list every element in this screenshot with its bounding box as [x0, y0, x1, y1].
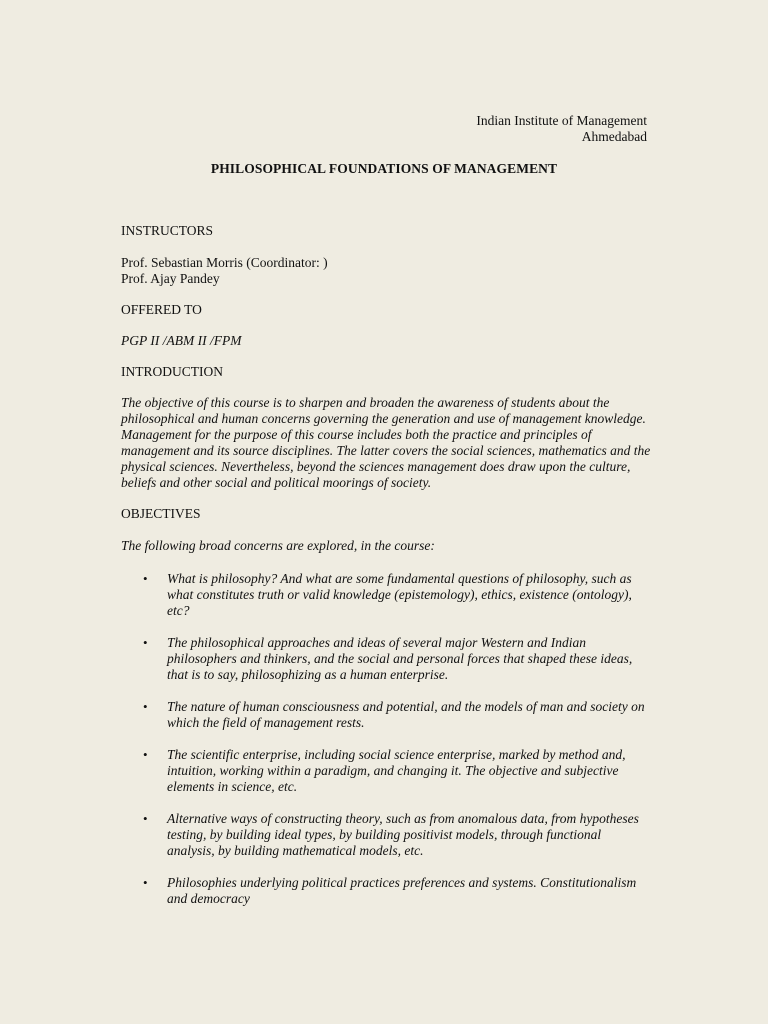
list-item-text: Alternative ways of constructing theory, such as from anomalous data, from hypotheses testing, by building ideal types, by building positivist models, through functional analysis, by building mathematical models, etc.	[167, 811, 639, 858]
bullet-icon: •	[143, 747, 148, 762]
list-item	[121, 875, 651, 907]
bullet-icon: •	[143, 635, 148, 650]
institution-header	[476, 113, 647, 145]
document-title: PHILOSOPHICAL FOUNDATIONS OF MANAGEMENT	[210, 161, 558, 176]
bullet-icon: •	[143, 699, 148, 714]
introduction-heading: INTRODUCTION	[121, 364, 223, 379]
list-item	[121, 635, 651, 683]
list-item-text: Philosophies underlying political practices preferences and systems. Constitutionalism and democracy	[167, 875, 637, 906]
objectives-lead: The following broad concerns are explored, in the course:	[121, 538, 435, 553]
institution-name: Indian Institute of Management	[476, 113, 647, 128]
objectives-list	[121, 571, 651, 907]
introduction-text: The objective of this course is to sharpen and broaden the awareness of students about the philosophical and human concerns governing the generation and use of management knowledge. Management for the purpose of this course includes both the practice and principles of management and its source disciplines. The latter covers the social sciences, mathematics and the physical sciences. Nevertheless, beyond the sciences management does draw upon the culture, beliefs and other social and political moorings of society.	[121, 395, 651, 490]
bullet-icon: •	[143, 811, 148, 826]
instructors-list	[121, 255, 651, 287]
list-item	[121, 811, 651, 859]
list-item-text: The nature of human consciousness and potential, and the models of man and society on which the field of management rests.	[167, 699, 645, 730]
document-body	[121, 223, 651, 923]
bullet-icon: •	[143, 875, 148, 890]
list-item-text: The philosophical approaches and ideas of several major Western and Indian philosophers and thinkers, and the social and personal forces that shaped these ideas, that is to say, philosophizing as a human enterprise.	[167, 635, 633, 682]
list-item	[121, 571, 651, 619]
list-item	[121, 699, 651, 731]
institution-location: Ahmedabad	[581, 129, 647, 144]
instructor-line: Prof. Sebastian Morris (Coordinator: )	[121, 255, 328, 270]
list-item	[121, 747, 651, 795]
offered-to-text: PGP II /ABM II /FPM	[121, 333, 242, 348]
instructors-heading: INSTRUCTORS	[121, 223, 214, 238]
instructor-line: Prof. Ajay Pandey	[121, 271, 220, 286]
objectives-heading: OBJECTIVES	[121, 506, 201, 521]
list-item-text: What is philosophy? And what are some fundamental questions of philosophy, such as what constitutes truth or valid knowledge (epistemology), ethics, existence (ontology), etc?	[167, 571, 632, 618]
list-item-text: The scientific enterprise, including social science enterprise, marked by method and, intuition, working within a paradigm, and changing it. The objective and subjective elements in science, etc.	[167, 747, 626, 794]
offered-to-heading: OFFERED TO	[121, 302, 202, 317]
bullet-icon: •	[143, 571, 148, 586]
